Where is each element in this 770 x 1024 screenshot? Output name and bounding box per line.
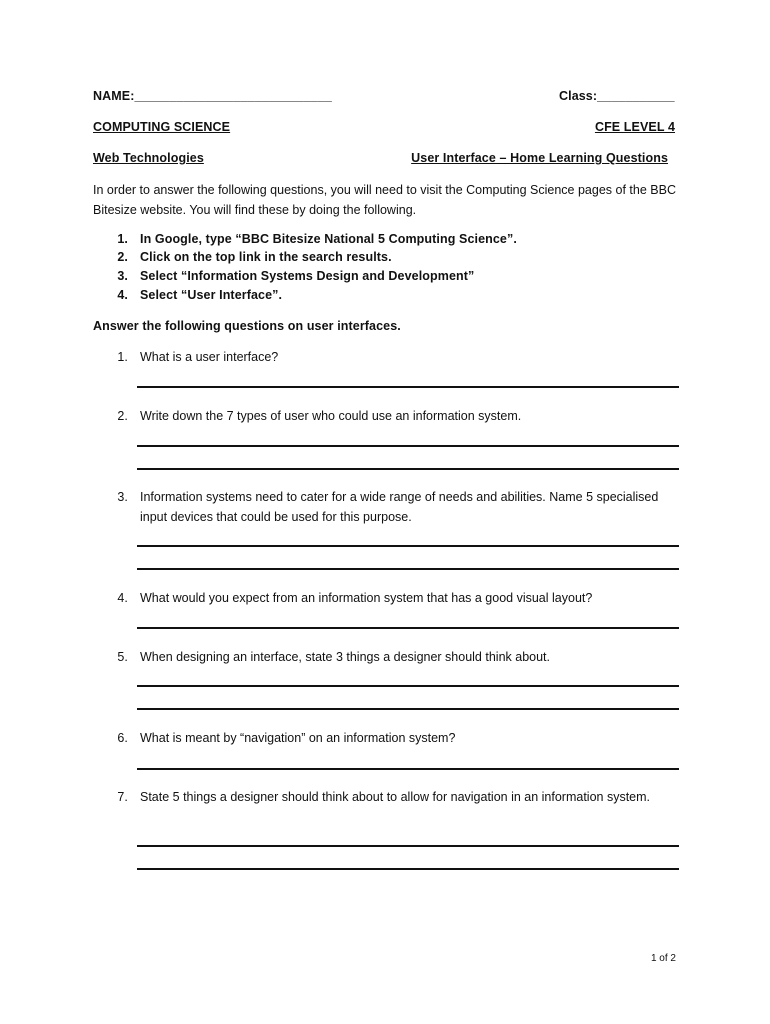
question-text: What would you expect from an information system that has a good visual layout? — [140, 591, 593, 605]
intro-paragraph: In order to answer the following questions, you will need to visit the Computing Science pages of the BBC Bitesize website. You will find these by doing the following. — [93, 183, 676, 217]
worksheet-title: User Interface – Home Learning Questions — [411, 151, 668, 165]
level-heading: CFE LEVEL 4 — [594, 120, 675, 134]
step-number: 3. — [117, 269, 128, 283]
subject-heading: COMPUTING SCIENCE — [93, 120, 231, 134]
question-number: 2. — [117, 409, 128, 423]
step-number: 2. — [117, 250, 128, 264]
questions-heading: Answer the following questions on user interfaces. — [93, 319, 401, 333]
question-number: 4. — [117, 591, 128, 605]
question-text: Write down the 7 types of user who could use an information system. — [140, 409, 522, 423]
answer-line[interactable] — [137, 708, 679, 710]
answer-line[interactable] — [137, 445, 679, 447]
page-number: 1 of 2 — [650, 953, 676, 964]
answer-line[interactable] — [137, 685, 679, 687]
answer-line[interactable] — [137, 768, 679, 770]
question-text: What is meant by “navigation” on an information system? — [140, 731, 456, 745]
step-text: In Google, type “BBC Bitesize National 5 Computing Science”. — [140, 232, 517, 246]
name-field-label: NAME:____________________________ — [93, 89, 332, 103]
answer-line[interactable] — [137, 627, 679, 629]
step-text: Select “User Interface”. — [140, 288, 283, 302]
answer-line[interactable] — [137, 845, 679, 847]
step-text: Click on the top link in the search results. — [140, 250, 392, 264]
answer-line[interactable] — [137, 545, 679, 547]
question-number: 5. — [117, 650, 128, 664]
answer-line[interactable] — [137, 568, 679, 570]
question-text: What is a user interface? — [140, 350, 279, 364]
question-number: 1. — [117, 350, 128, 364]
question-text: Information systems need to cater for a wide range of needs and abilities. Name 5 specialised input devices that could be used for this purpose. — [140, 490, 659, 524]
question-number: 7. — [117, 790, 128, 804]
step-number: 4. — [117, 288, 128, 302]
question-number: 6. — [117, 731, 128, 745]
answer-line[interactable] — [137, 468, 679, 470]
answer-line[interactable] — [137, 386, 679, 388]
question-text: When designing an interface, state 3 things a designer should think about. — [140, 650, 550, 664]
answer-line[interactable] — [137, 868, 679, 870]
question-number: 3. — [117, 490, 128, 504]
question-text: State 5 things a designer should think about to allow for navigation in an information system. — [140, 790, 651, 804]
class-field-label: Class:___________ — [559, 89, 675, 103]
step-text: Select “Information Systems Design and Development” — [140, 269, 475, 283]
topic-heading: Web Technologies — [93, 151, 204, 165]
step-number: 1. — [117, 232, 128, 246]
